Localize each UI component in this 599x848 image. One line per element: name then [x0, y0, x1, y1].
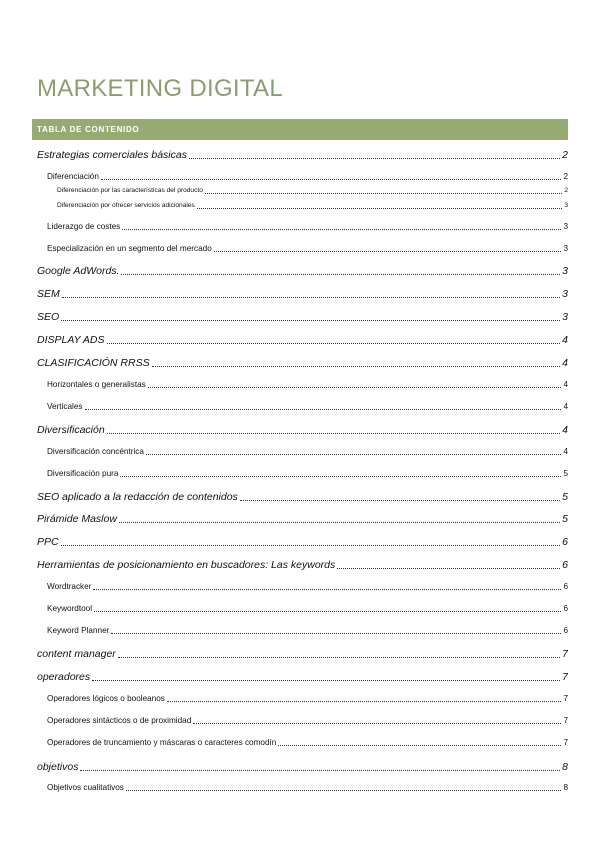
toc-entry-level2[interactable]	[47, 603, 568, 615]
dot-leader	[126, 790, 562, 791]
dot-leader	[107, 343, 561, 344]
toc-entry-page-number: 3	[563, 222, 568, 231]
toc-entry-level1[interactable]	[37, 356, 568, 370]
toc-entry-page-number: 7	[562, 671, 568, 683]
dot-leader	[61, 545, 561, 546]
toc-entry-page-number: 6	[563, 626, 568, 635]
toc-entry-level2[interactable]	[47, 693, 568, 705]
dot-leader	[197, 208, 563, 209]
toc-entry-level1[interactable]	[37, 558, 568, 572]
toc-entry-label: Diversificación concéntrica	[47, 447, 144, 456]
dot-leader	[122, 229, 561, 230]
toc-entry-page-number: 4	[563, 380, 568, 389]
toc-entry-level1[interactable]	[37, 535, 568, 549]
toc-entry-level2[interactable]	[47, 171, 568, 183]
toc-entry-label: objetivos	[37, 761, 79, 773]
toc-entry-page-number: 4	[563, 402, 568, 411]
dot-leader	[214, 251, 562, 252]
toc-entry-page-number: 6	[562, 559, 568, 571]
dot-leader	[107, 433, 560, 434]
toc-entry-level1[interactable]	[37, 670, 568, 684]
toc-entry-label: Liderazgo de costes	[47, 222, 121, 231]
toc-entry-page-number: 7	[563, 694, 568, 703]
toc-entry-level1[interactable]	[37, 148, 568, 162]
toc-entry-level2[interactable]	[47, 625, 568, 637]
dot-leader	[62, 297, 560, 298]
toc-entry-label: Operadores sintácticos o de proximidad	[47, 716, 192, 725]
toc-entry-level3[interactable]	[57, 201, 568, 211]
dot-leader	[101, 179, 562, 180]
toc-entry-label: PPC	[37, 536, 59, 548]
dot-leader	[167, 701, 562, 702]
dot-leader	[205, 193, 562, 194]
toc-entry-label: CLASIFICACIÓN RRSS	[37, 357, 150, 369]
toc-entry-label: Operadores de truncamiento y máscaras o caracteres comodín	[47, 738, 277, 747]
toc-entry-level1[interactable]	[37, 333, 568, 347]
toc-entry-page-number: 8	[563, 783, 568, 792]
toc-entry-level2[interactable]	[47, 401, 568, 413]
toc-entry-page-number: 3	[564, 202, 568, 209]
toc-entry-level2[interactable]	[47, 379, 568, 391]
toc-entry-label: Horizontales o generalistas	[47, 380, 146, 389]
toc-entry-page-number: 3	[563, 244, 568, 253]
dot-leader	[118, 657, 560, 658]
toc-entry-page-number: 7	[563, 738, 568, 747]
dot-leader	[61, 320, 560, 321]
toc-entry-label: Diferenciación	[47, 172, 99, 181]
toc-entry-level1[interactable]	[37, 310, 568, 324]
toc-entry-label: operadores	[37, 671, 91, 683]
dot-leader	[93, 589, 561, 590]
toc-entry-level3[interactable]	[57, 186, 568, 196]
toc-entry-label: SEO	[37, 311, 60, 323]
toc-entry-level1[interactable]	[37, 760, 568, 774]
toc-entry-page-number: 6	[563, 604, 568, 613]
toc-entry-page-number: 2	[563, 172, 568, 181]
toc-entry-label: Google AdWords.	[37, 265, 120, 277]
toc-entry-level2[interactable]	[47, 243, 568, 255]
dot-leader	[120, 476, 561, 477]
toc-entry-label: Diversificación	[37, 424, 105, 436]
toc-entry-level1[interactable]	[37, 264, 568, 278]
dot-leader	[193, 723, 561, 724]
toc-entry-label: Operadores lógicos o booleanos	[47, 694, 165, 703]
toc-entry-page-number: 3	[562, 311, 568, 323]
dot-leader	[189, 158, 560, 159]
toc-entry-page-number: 4	[562, 424, 568, 436]
toc-entry-level1[interactable]	[37, 490, 568, 504]
toc-entry-level2[interactable]	[47, 737, 568, 749]
toc-entry-page-number: 3	[562, 288, 568, 300]
toc-entry-label: SEO aplicado a la redacción de contenidos	[37, 491, 238, 503]
toc-entry-page-number: 3	[562, 265, 568, 277]
toc-entry-label: Pirámide Maslow	[37, 513, 117, 525]
toc-entry-level2[interactable]	[47, 782, 568, 794]
toc-entry-page-number: 7	[562, 648, 568, 660]
toc-entry-label: Keywordtool	[47, 604, 93, 613]
toc-entry-label: SEM	[37, 288, 60, 300]
toc-header: TABLA DE CONTENIDO	[32, 119, 568, 140]
toc-entry-page-number: 4	[563, 447, 568, 456]
toc-entry-label: Diversificación pura	[47, 469, 119, 478]
dot-leader	[121, 274, 560, 275]
toc-entry-level2[interactable]	[47, 715, 568, 727]
dot-leader	[337, 568, 560, 569]
document-title: MARKETING DIGITAL	[37, 75, 284, 102]
dot-leader	[94, 611, 561, 612]
toc-entry-label: Herramientas de posicionamiento en buscadores: Las keywords	[37, 559, 336, 571]
toc-entry-page-number: 2	[562, 149, 568, 161]
toc-entry-page-number: 6	[562, 536, 568, 548]
toc-entry-page-number: 2	[564, 187, 568, 194]
dot-leader	[80, 770, 560, 771]
toc-entry-label: content manager	[37, 648, 116, 660]
dot-leader	[92, 680, 560, 681]
dot-leader	[278, 745, 561, 746]
dot-leader	[85, 409, 562, 410]
toc-entry-label: Estrategias comerciales básicas	[37, 149, 187, 161]
toc-entry-label: Diferenciación por ofrecer servicios adicionales	[57, 202, 195, 209]
toc-entry-label: Diferenciación por las características del producto	[57, 187, 203, 194]
dot-leader	[119, 522, 560, 523]
toc-entry-label: Objetivos cualitativos	[47, 783, 124, 792]
toc-entry-page-number: 5	[562, 491, 568, 503]
toc-entry-level1[interactable]	[37, 647, 568, 661]
toc-entry-level2[interactable]	[47, 468, 568, 480]
toc-entry-label: Especialización en un segmento del mercado	[47, 244, 212, 253]
dot-leader	[111, 633, 561, 634]
dot-leader	[152, 366, 561, 367]
toc-entry-level2[interactable]	[47, 221, 568, 233]
toc-entry-level2[interactable]	[47, 446, 568, 458]
toc-entry-page-number: 5	[563, 469, 568, 478]
toc-entry-page-number: 5	[562, 513, 568, 525]
toc-entry-label: Verticales	[47, 402, 83, 411]
toc-entry-level1[interactable]	[37, 512, 568, 526]
dot-leader	[146, 454, 562, 455]
toc-entry-page-number: 7	[563, 716, 568, 725]
toc-entry-page-number: 4	[562, 357, 568, 369]
toc-entry-page-number: 6	[563, 582, 568, 591]
toc-entry-level1[interactable]	[37, 423, 568, 437]
dot-leader	[240, 500, 560, 501]
toc-entry-label: Keyword Planner	[47, 626, 110, 635]
toc-entry-page-number: 8	[562, 761, 568, 773]
toc-entry-level1[interactable]	[37, 287, 568, 301]
dot-leader	[148, 387, 562, 388]
toc-entry-page-number: 4	[562, 334, 568, 346]
toc-entry-level2[interactable]	[47, 581, 568, 593]
toc-entry-label: Wordtracker	[47, 582, 92, 591]
toc-entry-label: DISPLAY ADS	[37, 334, 105, 346]
